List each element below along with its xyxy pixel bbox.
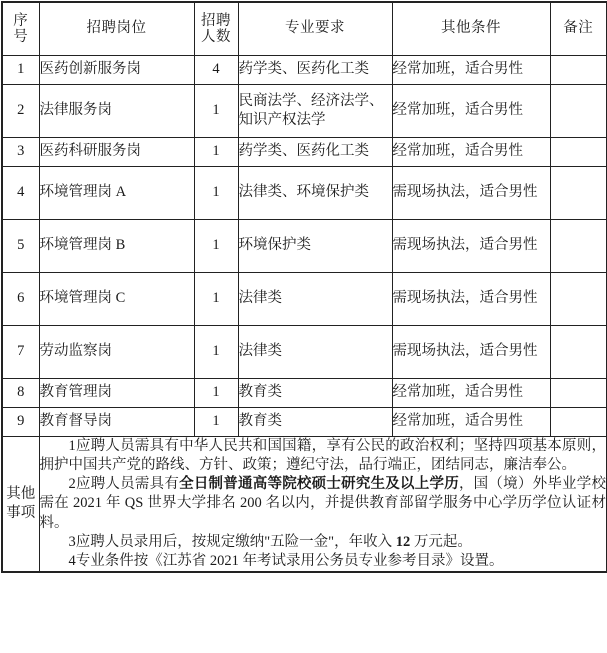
cell-headcount: 1: [194, 85, 238, 138]
cell-remark: [550, 138, 607, 167]
cell-headcount: 1: [194, 326, 238, 379]
cell-post: 劳动监察岗: [39, 326, 194, 379]
column-header-serial-no-line2: 号: [13, 29, 29, 45]
cell-headcount: 1: [194, 138, 238, 167]
cell-serial-no: 8: [2, 379, 39, 408]
cell-post: 法律服务岗: [39, 85, 194, 138]
cell-remark: [550, 379, 607, 408]
note-index-2: 2: [68, 476, 76, 493]
cell-other-conditions: 经常加班，适合男性: [392, 56, 550, 85]
note-item-4: [40, 552, 607, 571]
note-item-1: [40, 437, 607, 475]
cell-remark: [550, 273, 607, 326]
column-header-other-conditions: 其他条件: [392, 2, 550, 56]
note-index-3: 3: [68, 533, 76, 550]
cell-remark: [550, 56, 607, 85]
column-header-headcount-line2: 人数: [201, 29, 231, 45]
column-header-headcount: [194, 2, 238, 56]
cell-serial-no: 1: [2, 56, 39, 85]
column-header-headcount-line1: 招聘: [201, 12, 231, 29]
note-index-4: 4: [68, 552, 76, 569]
table-row: [2, 326, 607, 379]
notes-row: [2, 437, 607, 572]
cell-major: 法律类: [238, 326, 392, 379]
note-index-1: 1: [68, 438, 76, 454]
cell-major: 教育类: [238, 408, 392, 437]
cell-headcount: 1: [194, 273, 238, 326]
cell-major: 药学类、医药化工类: [238, 56, 392, 85]
note-text-2-suffix: ，国（境）外毕业学校需在 2021 年 QS 世界大学排名 200 名以内，并提供教育部留学服务中心学历学位认证材料。: [39, 476, 607, 531]
note-item-2: [40, 475, 607, 532]
header-row: [2, 2, 607, 56]
cell-headcount: 1: [194, 408, 238, 437]
table-row: [2, 167, 607, 220]
column-header-post: 招聘岗位: [39, 2, 194, 56]
note-item-3: [40, 533, 607, 552]
cell-post: 医药创新服务岗: [39, 56, 194, 85]
table-row: [2, 85, 607, 138]
cell-headcount: 1: [194, 220, 238, 273]
cell-major: 民商法学、经济法学、知识产权法学: [238, 85, 392, 138]
cell-serial-no: 3: [2, 138, 39, 167]
cell-post: 教育督导岗: [39, 408, 194, 437]
note-text-1: 应聘人员需具有中华人民共和国国籍，享有公民的政治权利；坚持四项基本原则，拥护中国共产党的路线、方针、政策；遵纪守法，品行端正，团结同志，廉洁奉公。: [39, 438, 606, 474]
column-header-major: 专业要求: [238, 2, 392, 56]
cell-other-conditions: 经常加班，适合男性: [392, 138, 550, 167]
cell-post: 环境管理岗 C: [39, 273, 194, 326]
table-row: [2, 379, 607, 408]
column-header-serial-no: [2, 2, 39, 56]
table-header: [2, 2, 607, 56]
cell-serial-no: 2: [2, 85, 39, 138]
notes-label-line2: 事项: [6, 504, 36, 521]
cell-other-conditions: 经常加班，适合男性: [392, 379, 550, 408]
table-row: [2, 220, 607, 273]
note-text-2-prefix: 应聘人员需具有: [75, 476, 180, 493]
notes-label: [2, 437, 39, 572]
cell-post: 环境管理岗 B: [39, 220, 194, 273]
cell-serial-no: 4: [2, 167, 39, 220]
cell-major: 药学类、医药化工类: [238, 138, 392, 167]
cell-remark: [550, 408, 607, 437]
cell-headcount: 1: [194, 167, 238, 220]
cell-remark: [550, 220, 607, 273]
note-text-3-suffix: 万元起。: [410, 533, 472, 550]
cell-post: 教育管理岗: [39, 379, 194, 408]
cell-remark: [550, 326, 607, 379]
cell-serial-no: 7: [2, 326, 39, 379]
table-row: [2, 273, 607, 326]
recruitment-table: [1, 1, 607, 573]
cell-remark: [550, 85, 607, 138]
notes-label-line1: 其他: [6, 485, 36, 502]
table-body: [2, 56, 607, 572]
cell-other-conditions: 经常加班，适合男性: [392, 85, 550, 138]
cell-major: 法律类、环境保护类: [238, 167, 392, 220]
table-row: [2, 408, 607, 437]
cell-post: 环境管理岗 A: [39, 167, 194, 220]
cell-other-conditions: 需现场执法，适合男性: [392, 167, 550, 220]
cell-major: 教育类: [238, 379, 392, 408]
cell-serial-no: 9: [2, 408, 39, 437]
cell-other-conditions: 需现场执法，适合男性: [392, 220, 550, 273]
cell-other-conditions: 需现场执法，适合男性: [392, 273, 550, 326]
table-row: [2, 138, 607, 167]
table-row: [2, 56, 607, 85]
cell-serial-no: 5: [2, 220, 39, 273]
cell-other-conditions: 经常加班，适合男性: [392, 408, 550, 437]
note-text-3-prefix: 应聘人员录用后，按规定缴纳"五险一金"，年收入: [75, 533, 396, 550]
cell-headcount: 1: [194, 379, 238, 408]
cell-remark: [550, 167, 607, 220]
notes-body: [39, 437, 607, 572]
note-text-3-bold: 12: [395, 533, 411, 550]
cell-other-conditions: 需现场执法，适合男性: [392, 326, 550, 379]
column-header-remark: 备注: [550, 2, 607, 56]
cell-serial-no: 6: [2, 273, 39, 326]
cell-major: 法律类: [238, 273, 392, 326]
cell-headcount: 4: [194, 56, 238, 85]
note-text-4: 专业条件按《江苏省 2021 年考试录用公务员专业参考目录》设置。: [75, 552, 504, 569]
recruitment-table-sheet: [0, 1, 607, 653]
cell-major: 环境保护类: [238, 220, 392, 273]
note-text-2-bold: 全日制普通高等院校硕士研究生及以上学历: [179, 476, 459, 493]
cell-post: 医药科研服务岗: [39, 138, 194, 167]
column-header-serial-no-line1: 序: [13, 12, 29, 29]
